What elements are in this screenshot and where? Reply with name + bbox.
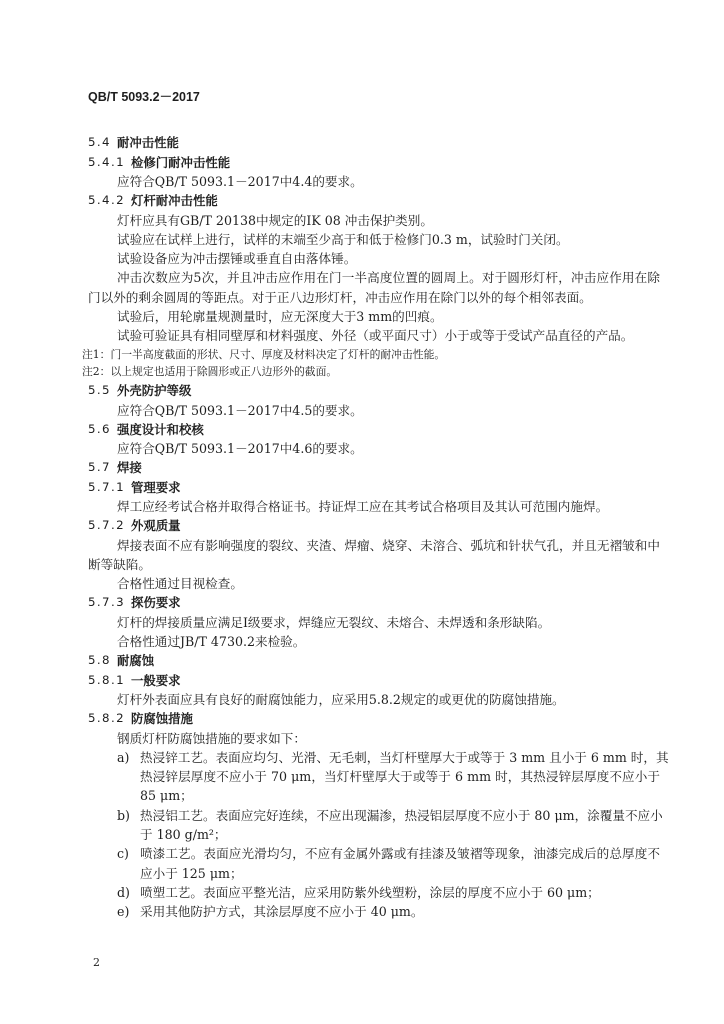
- list-item: a) 热浸锌工艺。表面应均匀、光滑、无毛刺，当灯杆壁厚大于或等于 3 mm 且小于 6 mm 时，其: [0, 748, 724, 767]
- subsection-heading: [0, 478, 724, 497]
- section-number: 5.8.2: [88, 711, 126, 726]
- page-number: 2: [93, 956, 100, 969]
- body-line: 灯杆应具有GB/T 20138中规定的IK 08 冲击保护类别。: [117, 212, 433, 228]
- list-item-label: d): [117, 884, 130, 900]
- list-item: e) 采用其他防护方式，其涂层厚度不应小于 40 μm。: [0, 902, 724, 921]
- section-heading: [0, 458, 724, 477]
- note-line: 注2：以上规定也适用于除圆形或正八边形外的截面。: [82, 365, 338, 379]
- subsection-heading: [0, 671, 724, 690]
- section-title: 外观质量: [131, 518, 181, 534]
- section-title: 检修门耐冲击性能: [131, 154, 231, 170]
- list-item: b) 热浸铝工艺。表面应完好连续，不应出现漏渗，热浸铝层厚度不应小于 80 μm，涂覆量不应小: [0, 806, 724, 825]
- body-line: 焊工应经考试合格并取得合格证书。持证焊工应在其考试合格项目及其认可范围内施焊。: [117, 498, 609, 514]
- section-number: 5.4.2: [88, 193, 126, 208]
- list-item-continuation: 热浸锌层厚度不应小于 70 μm，当灯杆壁厚大于或等于 6 mm 时，其热浸锌层厚度不应小于: [140, 769, 660, 785]
- section-title: 强度设计和校核: [117, 421, 204, 437]
- body-line: 焊接表面不应有影响强度的裂纹、夹渣、焊瘤、烧穿、未溶合、弧坑和针状气孔，并且无褶皱和中: [117, 537, 660, 553]
- body-line-continuation: 门以外的剩余圆周的等距点。对于正八边形灯杆，冲击应作用在除门以外的每个相邻表面。: [88, 289, 592, 305]
- section-title: 焊接: [117, 460, 142, 476]
- list-item-label: b): [117, 807, 130, 823]
- page-body: [0, 133, 724, 921]
- body-line: 试验应在试样上进行，试样的末端至少高于和低于检修门0.3 m，试验时门关闭。: [117, 231, 569, 247]
- list-item-label: a): [117, 749, 130, 765]
- section-number: 5.7.2: [88, 518, 126, 533]
- section-heading: [0, 420, 724, 439]
- section-heading: [0, 381, 724, 400]
- section-title: 管理要求: [131, 479, 181, 495]
- standard-code-header: QB/T 5093.2－2017: [88, 90, 200, 104]
- subsection-heading: [0, 709, 724, 728]
- section-title: 探伤要求: [131, 595, 181, 611]
- section-title: 一般要求: [131, 672, 181, 688]
- body-line: 灯杆的焊接质量应满足I级要求，焊缝应无裂纹、未熔合、未焊透和条形缺陷。: [117, 614, 551, 630]
- body-line: 钢质灯杆防腐蚀措施的要求如下：: [117, 730, 306, 746]
- section-title: 耐冲击性能: [117, 135, 179, 151]
- body-line: 冲击次数应为5次，并且冲击应作用在门一半高度位置的圆周上。对于圆形灯杆，冲击应作用在除: [117, 270, 660, 286]
- subsection-heading: [0, 593, 724, 612]
- section-title: 耐腐蚀: [117, 653, 155, 669]
- section-title: 外壳防护等级: [117, 383, 192, 399]
- list-item: c) 喷漆工艺。表面应光滑均匀，不应有金属外露或有挂漆及皱褶等现象，油漆完成后的总厚度不: [0, 844, 724, 863]
- section-number: 5.8: [88, 653, 111, 668]
- body-line: 应符合QB/T 5093.1－2017中4.5的要求。: [117, 402, 363, 418]
- body-line: 应符合QB/T 5093.1－2017中4.4的要求。: [117, 173, 363, 189]
- section-number: 5.8.1: [88, 672, 126, 687]
- list-item-continuation: 于 180 g/m²；: [140, 827, 227, 843]
- note-line: 注1：门一半高度截面的形状、尺寸、厚度及材料决定了灯杆的耐冲击性能。: [82, 347, 446, 361]
- list-item-label: e): [117, 904, 130, 920]
- section-heading: [0, 651, 724, 670]
- subsection-heading: [0, 516, 724, 535]
- section-number: 5.6: [88, 421, 111, 436]
- section-heading: [0, 133, 724, 152]
- body-line-continuation: 断等缺陷。: [88, 556, 151, 572]
- body-line: 合格性通过目视检查。: [117, 576, 243, 592]
- section-number: 5.5: [88, 383, 111, 398]
- body-line: 灯杆外表面应具有良好的耐腐蚀能力，应采用5.8.2规定的或更优的防腐蚀措施。: [117, 691, 565, 707]
- section-number: 5.4: [88, 135, 111, 150]
- list-item-continuation: 85 μm；: [140, 788, 193, 804]
- body-line: 合格性通过JB/T 4730.2来检验。: [117, 634, 306, 650]
- section-title: 防腐蚀措施: [131, 711, 193, 727]
- body-line: 应符合QB/T 5093.1－2017中4.6的要求。: [117, 441, 363, 457]
- body-line: 试验设备应为冲击摆锤或垂直自由落体锤。: [117, 251, 357, 267]
- section-number: 5.4.1: [88, 154, 126, 169]
- section-number: 5.7: [88, 460, 111, 475]
- body-line: 试验后，用轮廓量规测量时，应无深度大于3 mm的凹痕。: [117, 309, 443, 325]
- section-title: 灯杆耐冲击性能: [131, 193, 218, 209]
- subsection-heading: [0, 191, 724, 210]
- section-number: 5.7.1: [88, 479, 126, 494]
- list-item: d) 喷塑工艺。表面应平整光洁，应采用防紫外线塑粉，涂层的厚度不应小于 60 μm；: [0, 883, 724, 902]
- list-item-continuation: 应小于 125 μm；: [140, 865, 243, 881]
- list-item-label: c): [117, 846, 129, 862]
- section-number: 5.7.3: [88, 595, 126, 610]
- subsection-heading: [0, 153, 724, 172]
- body-line: 试验可验证具有相同壁厚和材料强度、外径（或平面尺寸）小于或等于受试产品直径的产品。: [117, 328, 634, 344]
